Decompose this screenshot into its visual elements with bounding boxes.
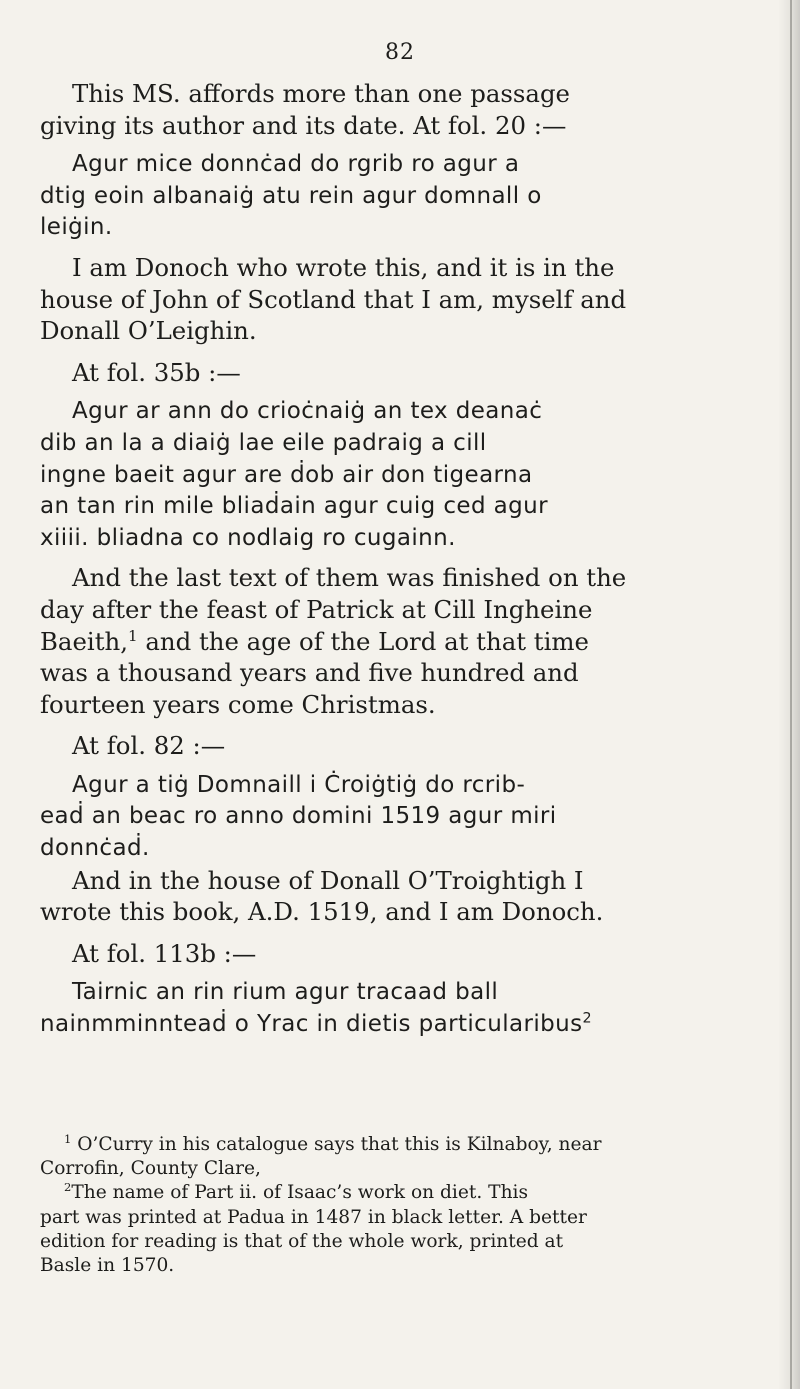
irish-line: leiġin. (40, 214, 113, 241)
english-line: And in the house of Donall O’Troightigh I (72, 865, 584, 895)
irish-line: Agur ar ann do crioċnaiġ an tex deanaċ (72, 398, 543, 425)
footnote-text: O’Curry in his catalogue says that this is Kilnaboy, near (77, 1134, 602, 1155)
english-line: day after the feast of Patrick at Cill Ingheine (40, 594, 593, 624)
footnote-reference: 1 (127, 626, 138, 645)
intro-line: This MS. affords more than one passage (72, 79, 570, 108)
footnote-1 (40, 1133, 742, 1157)
irish-line: dtig eoin albanaiġ atu rein agur domnall o (40, 182, 542, 209)
irish-line: Tairnic an rin rium agur tracaad ball (72, 979, 499, 1006)
folio-label: At fol. 113b :— (72, 938, 257, 968)
english-line: was a thousand years and five hundred and (40, 658, 579, 688)
page-edge-shadow (778, 0, 800, 1389)
english-line: fourteen years come Christmas. (40, 689, 436, 719)
page-edge-line (790, 0, 792, 1389)
irish-line (40, 1009, 742, 1041)
english-line: house of John of Scotland that I am, myself and (40, 284, 627, 314)
english-line: And the last text of them was finished on the (72, 563, 627, 593)
footnote-line: Corrofin, County Clare, (40, 1158, 261, 1180)
footnote-reference: 2 (582, 1010, 592, 1027)
irish-fragment: nainmminnteaḋ o Yrac in dietis particularibus (40, 1011, 583, 1038)
irish-line: ingne baeit agur are ḋob air don tigearna (40, 461, 533, 488)
intro-line: giving its author and its date. At fol. 20 :— (40, 110, 567, 140)
irish-line: dib an la a diaiġ lae eile padraig a cill (40, 429, 487, 456)
irish-line: eaḋ an beac ro anno domini 1519 agur miri (40, 803, 557, 830)
irish-line: Agur mice donnċad do rgrib ro agur a (72, 151, 520, 178)
irish-line: Agur a tiġ Domnaill i Ċroiġtiġ do rcrib- (72, 771, 526, 798)
footnote-2 (40, 1181, 742, 1205)
english-line: I am Donoch who wrote this, and it is in the (72, 252, 615, 282)
footnote-text: The name of Part ii. of Isaac’s work on diet. This (71, 1182, 529, 1204)
page-number: 82 (385, 40, 415, 65)
english-fragment: Baeith, (40, 626, 128, 656)
main-text (40, 78, 742, 1041)
english-fragment: and the age of the Lord at that time (145, 626, 589, 656)
footnote-marker: 1 (64, 1131, 72, 1146)
footnote-marker: 2 (64, 1180, 72, 1195)
footnote-line: part was printed at Padua in 1487 in black letter. A better (40, 1206, 587, 1228)
footnote-line: edition for reading is that of the whole work, printed at (40, 1230, 564, 1252)
footnotes (40, 1133, 742, 1278)
irish-line: donnċaḋ. (40, 835, 150, 862)
folio-label: At fol. 82 :— (72, 731, 226, 761)
footnote-line: Basle in 1570. (40, 1255, 175, 1277)
english-line (40, 626, 742, 658)
irish-line: an tan rin mile bliaḋain agur cuig ced agur (40, 493, 549, 520)
irish-line: xiiii. bliadna co nodlaig ro cugainn. (40, 524, 456, 551)
english-line: Donall O’Leighin. (40, 316, 257, 346)
english-line: wrote this book, A.D. 1519, and I am Donoch. (40, 897, 604, 927)
folio-label: At fol. 35b :— (72, 357, 241, 387)
